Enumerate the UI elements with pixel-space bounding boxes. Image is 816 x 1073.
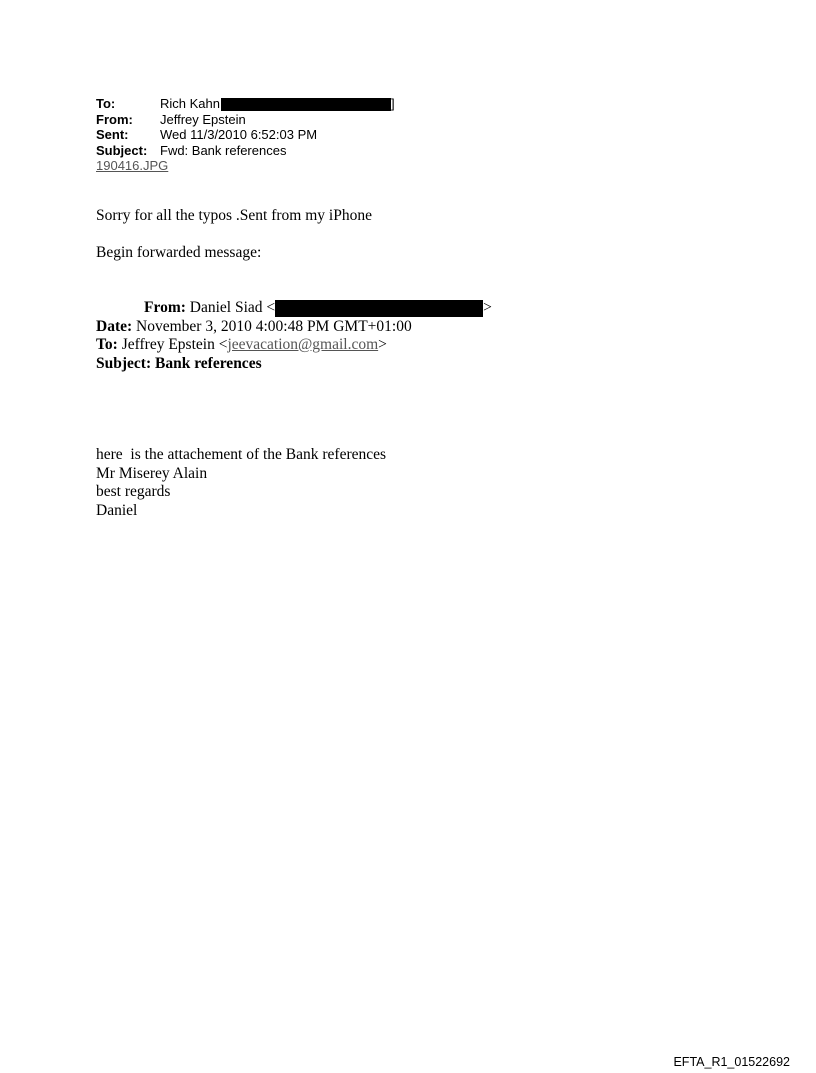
fwd-date-label: Date:	[96, 317, 133, 335]
subject-label: Subject:	[96, 142, 148, 158]
header-from-row	[96, 112, 395, 128]
body-line-forwarded: Begin forwarded message:	[96, 244, 262, 261]
fwd-to-name: Jeffrey Epstein <	[121, 336, 228, 353]
forwarded-header	[96, 299, 492, 373]
fwd-from-tail: >	[483, 299, 492, 316]
subject-value: Fwd: Bank references	[160, 142, 287, 158]
header-to-row	[96, 96, 395, 112]
attachment-row	[96, 158, 395, 174]
attachment-link[interactable]: 190416.JPG	[96, 158, 169, 173]
from-label: From:	[96, 111, 133, 127]
fwd-to-row	[96, 336, 492, 355]
sent-label: Sent:	[96, 127, 129, 142]
from-value: Jeffrey Epstein	[160, 111, 246, 127]
fwd-from-label: From:	[144, 299, 186, 316]
header-sent-row	[96, 127, 395, 143]
fwd-subject-label: Subject:	[96, 354, 152, 372]
fwd-from-value: Daniel Siad <	[189, 299, 276, 316]
body-line-typos: Sorry for all the typos .Sent from my iPhone	[96, 207, 372, 224]
fwd-to-label: To:	[96, 336, 118, 353]
email-header	[96, 96, 395, 174]
message-line: best regards	[96, 483, 171, 500]
fwd-date-value: November 3, 2010 4:00:48 PM GMT+01:00	[136, 317, 412, 335]
fwd-to-tail: >	[378, 336, 387, 353]
redaction-box	[221, 98, 391, 111]
message-line: Daniel	[96, 501, 138, 519]
fwd-to-email-link[interactable]: jeevacation@gmail.com	[227, 336, 379, 353]
to-name: Rich Kahn	[160, 96, 220, 111]
redaction-box	[275, 300, 483, 317]
header-subject-row	[96, 143, 395, 159]
to-value	[160, 96, 395, 112]
document-id: EFTA_R1_01522692	[673, 1055, 790, 1069]
message-line: Mr Miserey Alain	[96, 464, 208, 482]
message-line: here is the attachement of the Bank references	[96, 446, 387, 463]
fwd-subject-row	[96, 355, 492, 374]
message-body	[96, 446, 386, 520]
fwd-subject-value: Bank references	[154, 354, 262, 372]
fwd-date-row	[96, 318, 492, 337]
to-label: To:	[96, 96, 116, 111]
fwd-from-row	[96, 299, 492, 318]
to-tail: ]	[390, 96, 395, 111]
sent-value: Wed 11/3/2010 6:52:03 PM	[160, 127, 318, 142]
